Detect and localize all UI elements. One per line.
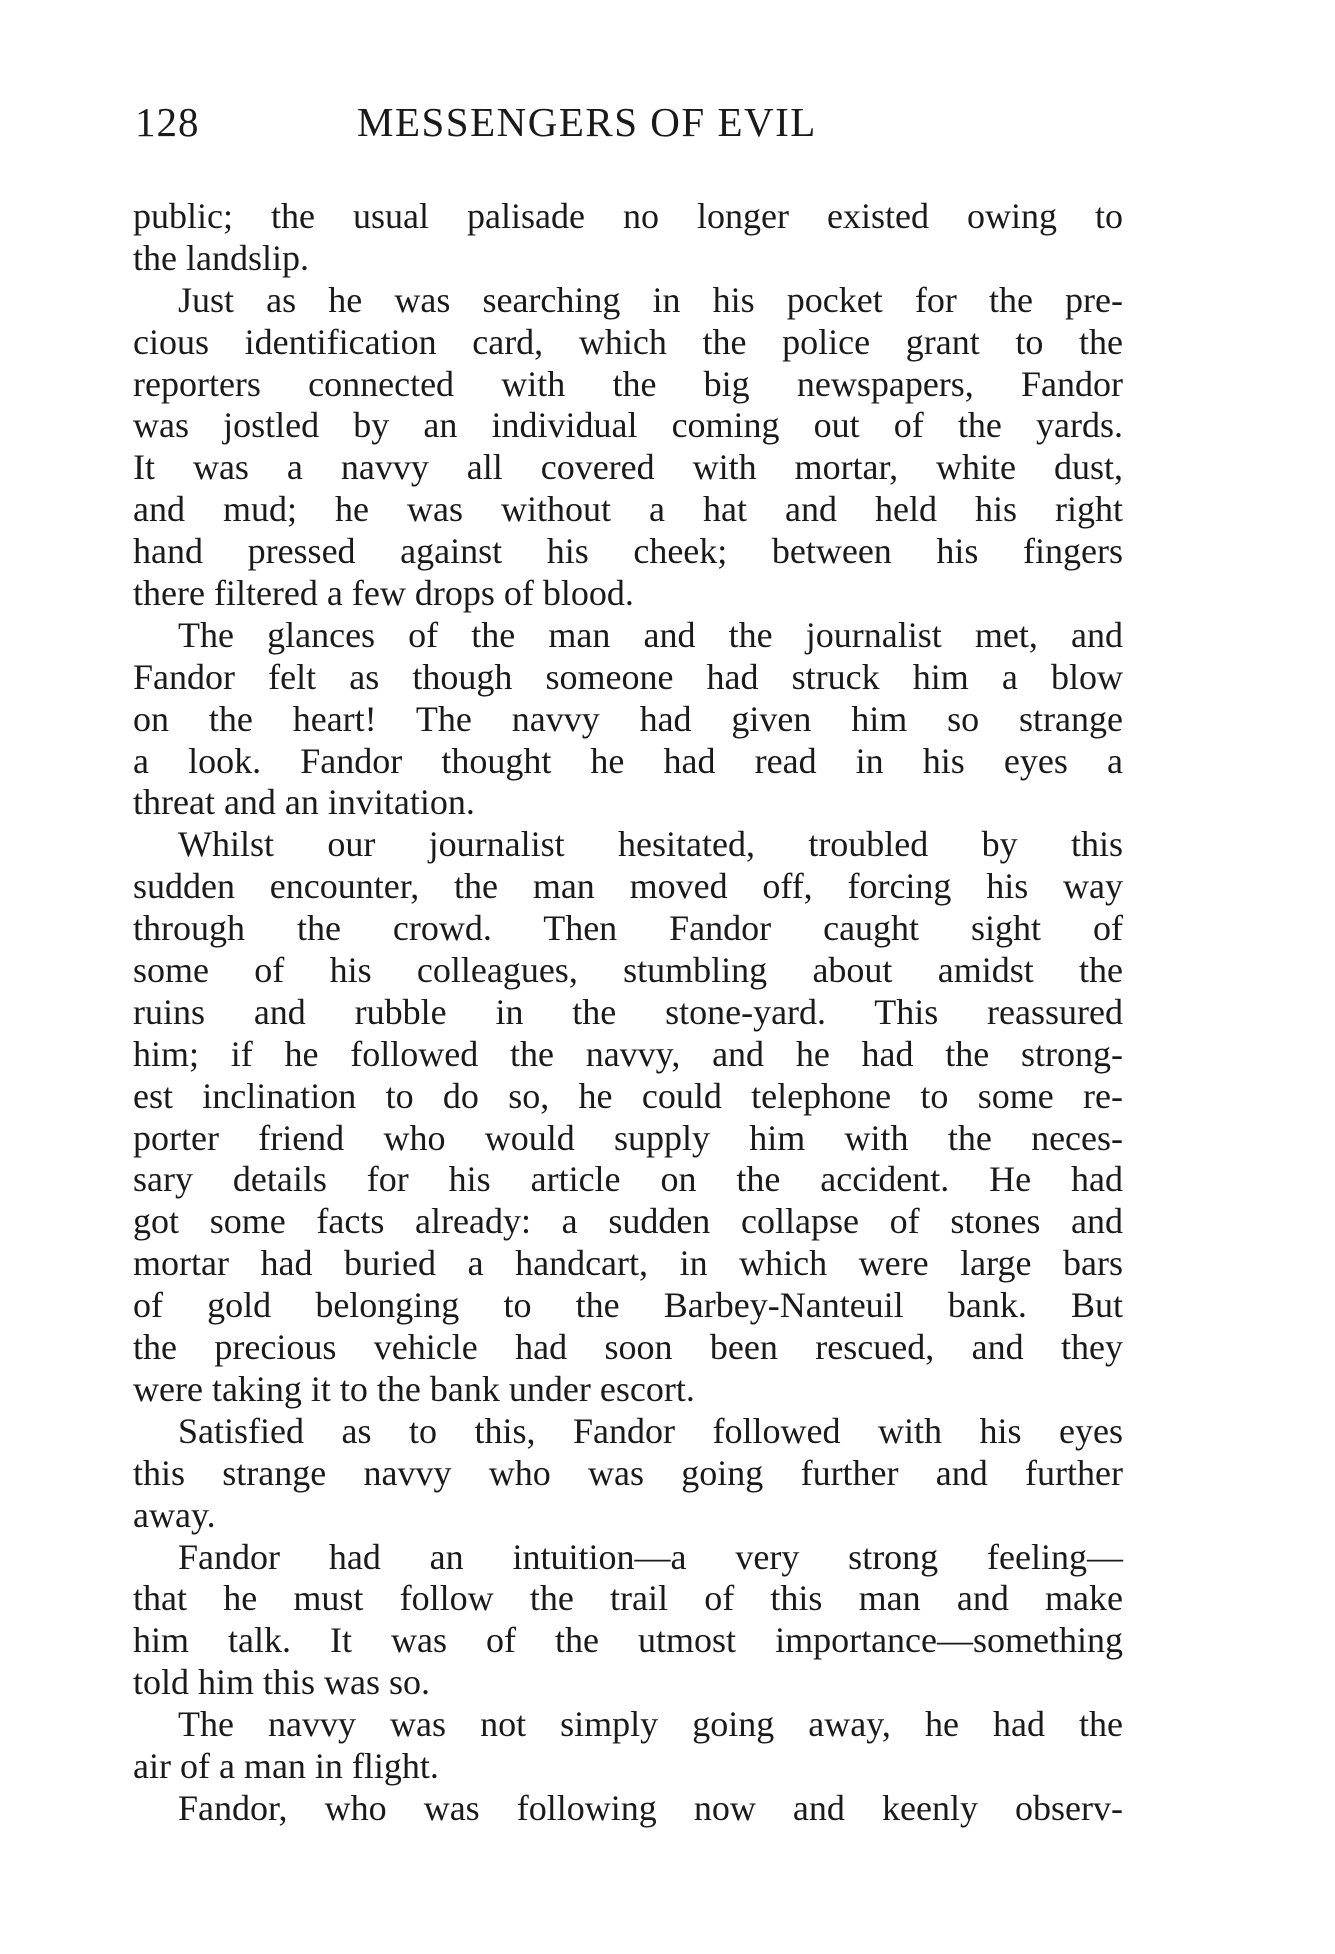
text-line: ruins and rubble in the stone-yard. This reassured (133, 991, 1123, 1032)
text-line: got some facts already: a sudden collapse of stones and (133, 1201, 1123, 1242)
text-line: Fandor had an intuition—a very strong feeling— (178, 1536, 1123, 1577)
text-line: The glances of the man and the journalist met, and (178, 614, 1123, 655)
text-line: away. (133, 1494, 216, 1535)
text-line: of gold belonging to the Barbey-Nanteuil bank. But (133, 1285, 1123, 1326)
text-line: a look. Fandor thought he had read in his eyes a (133, 740, 1123, 781)
text-line: the precious vehicle had soon been rescued, and they (133, 1327, 1123, 1368)
text-line: the landslip. (133, 237, 309, 278)
text-line: this strange navvy who was going further and further (133, 1452, 1123, 1493)
text-line: through the crowd. Then Fandor caught sight of (133, 908, 1123, 949)
text-line: hand pressed against his cheek; between his fingers (133, 531, 1123, 572)
text-line: told him this was so. (133, 1662, 431, 1703)
text-line: sary details for his article on the accident. He had (133, 1159, 1123, 1200)
text-line: cious identification card, which the police grant to the (133, 321, 1123, 362)
text-line: reporters connected with the big newspapers, Fandor (133, 363, 1123, 404)
text-line: was jostled by an individual coming out of the yards. (133, 405, 1123, 446)
text-line: that he must follow the trail of this man and make (133, 1578, 1123, 1619)
body-text (133, 196, 1123, 1830)
text-line: est inclination to do so, he could telephone to some re- (133, 1075, 1123, 1116)
text-line: on the heart! The navvy had given him so strange (133, 698, 1123, 739)
text-line: some of his colleagues, stumbling about amidst the (133, 950, 1123, 991)
text-line: It was a navvy all covered with mortar, white dust, (133, 447, 1123, 488)
text-line: Just as he was searching in his pocket for the pre- (178, 279, 1123, 320)
text-line: were taking it to the bank under escort. (133, 1368, 695, 1409)
text-line: The navvy was not simply going away, he had the (178, 1704, 1123, 1745)
text-line: Whilst our journalist hesitated, troubled by this (178, 824, 1123, 865)
text-line: there filtered a few drops of blood. (133, 573, 634, 614)
text-line: porter friend who would supply him with the neces- (133, 1117, 1123, 1158)
text-line: Fandor felt as though someone had struck him a blow (133, 656, 1123, 697)
text-line: Fandor, who was following now and keenly observ- (178, 1787, 1123, 1828)
text-line: and mud; he was without a hat and held his right (133, 489, 1123, 530)
text-line: sudden encounter, the man moved off, forcing his way (133, 866, 1123, 907)
running-head (135, 92, 1135, 152)
text-line: him talk. It was of the utmost importance—something (133, 1620, 1123, 1661)
text-line: Satisfied as to this, Fandor followed with his eyes (178, 1410, 1123, 1451)
text-line: air of a man in flight. (133, 1745, 439, 1786)
text-line: public; the usual palisade no longer existed owing to (133, 196, 1123, 236)
text-line: mortar had buried a handcart, in which were large bars (133, 1243, 1123, 1284)
page-number: 128 (135, 99, 200, 145)
running-title: MESSENGERS OF EVIL (357, 99, 817, 145)
text-line: threat and an invitation. (133, 782, 475, 823)
text-line: him; if he followed the navvy, and he had the strong- (133, 1033, 1123, 1074)
